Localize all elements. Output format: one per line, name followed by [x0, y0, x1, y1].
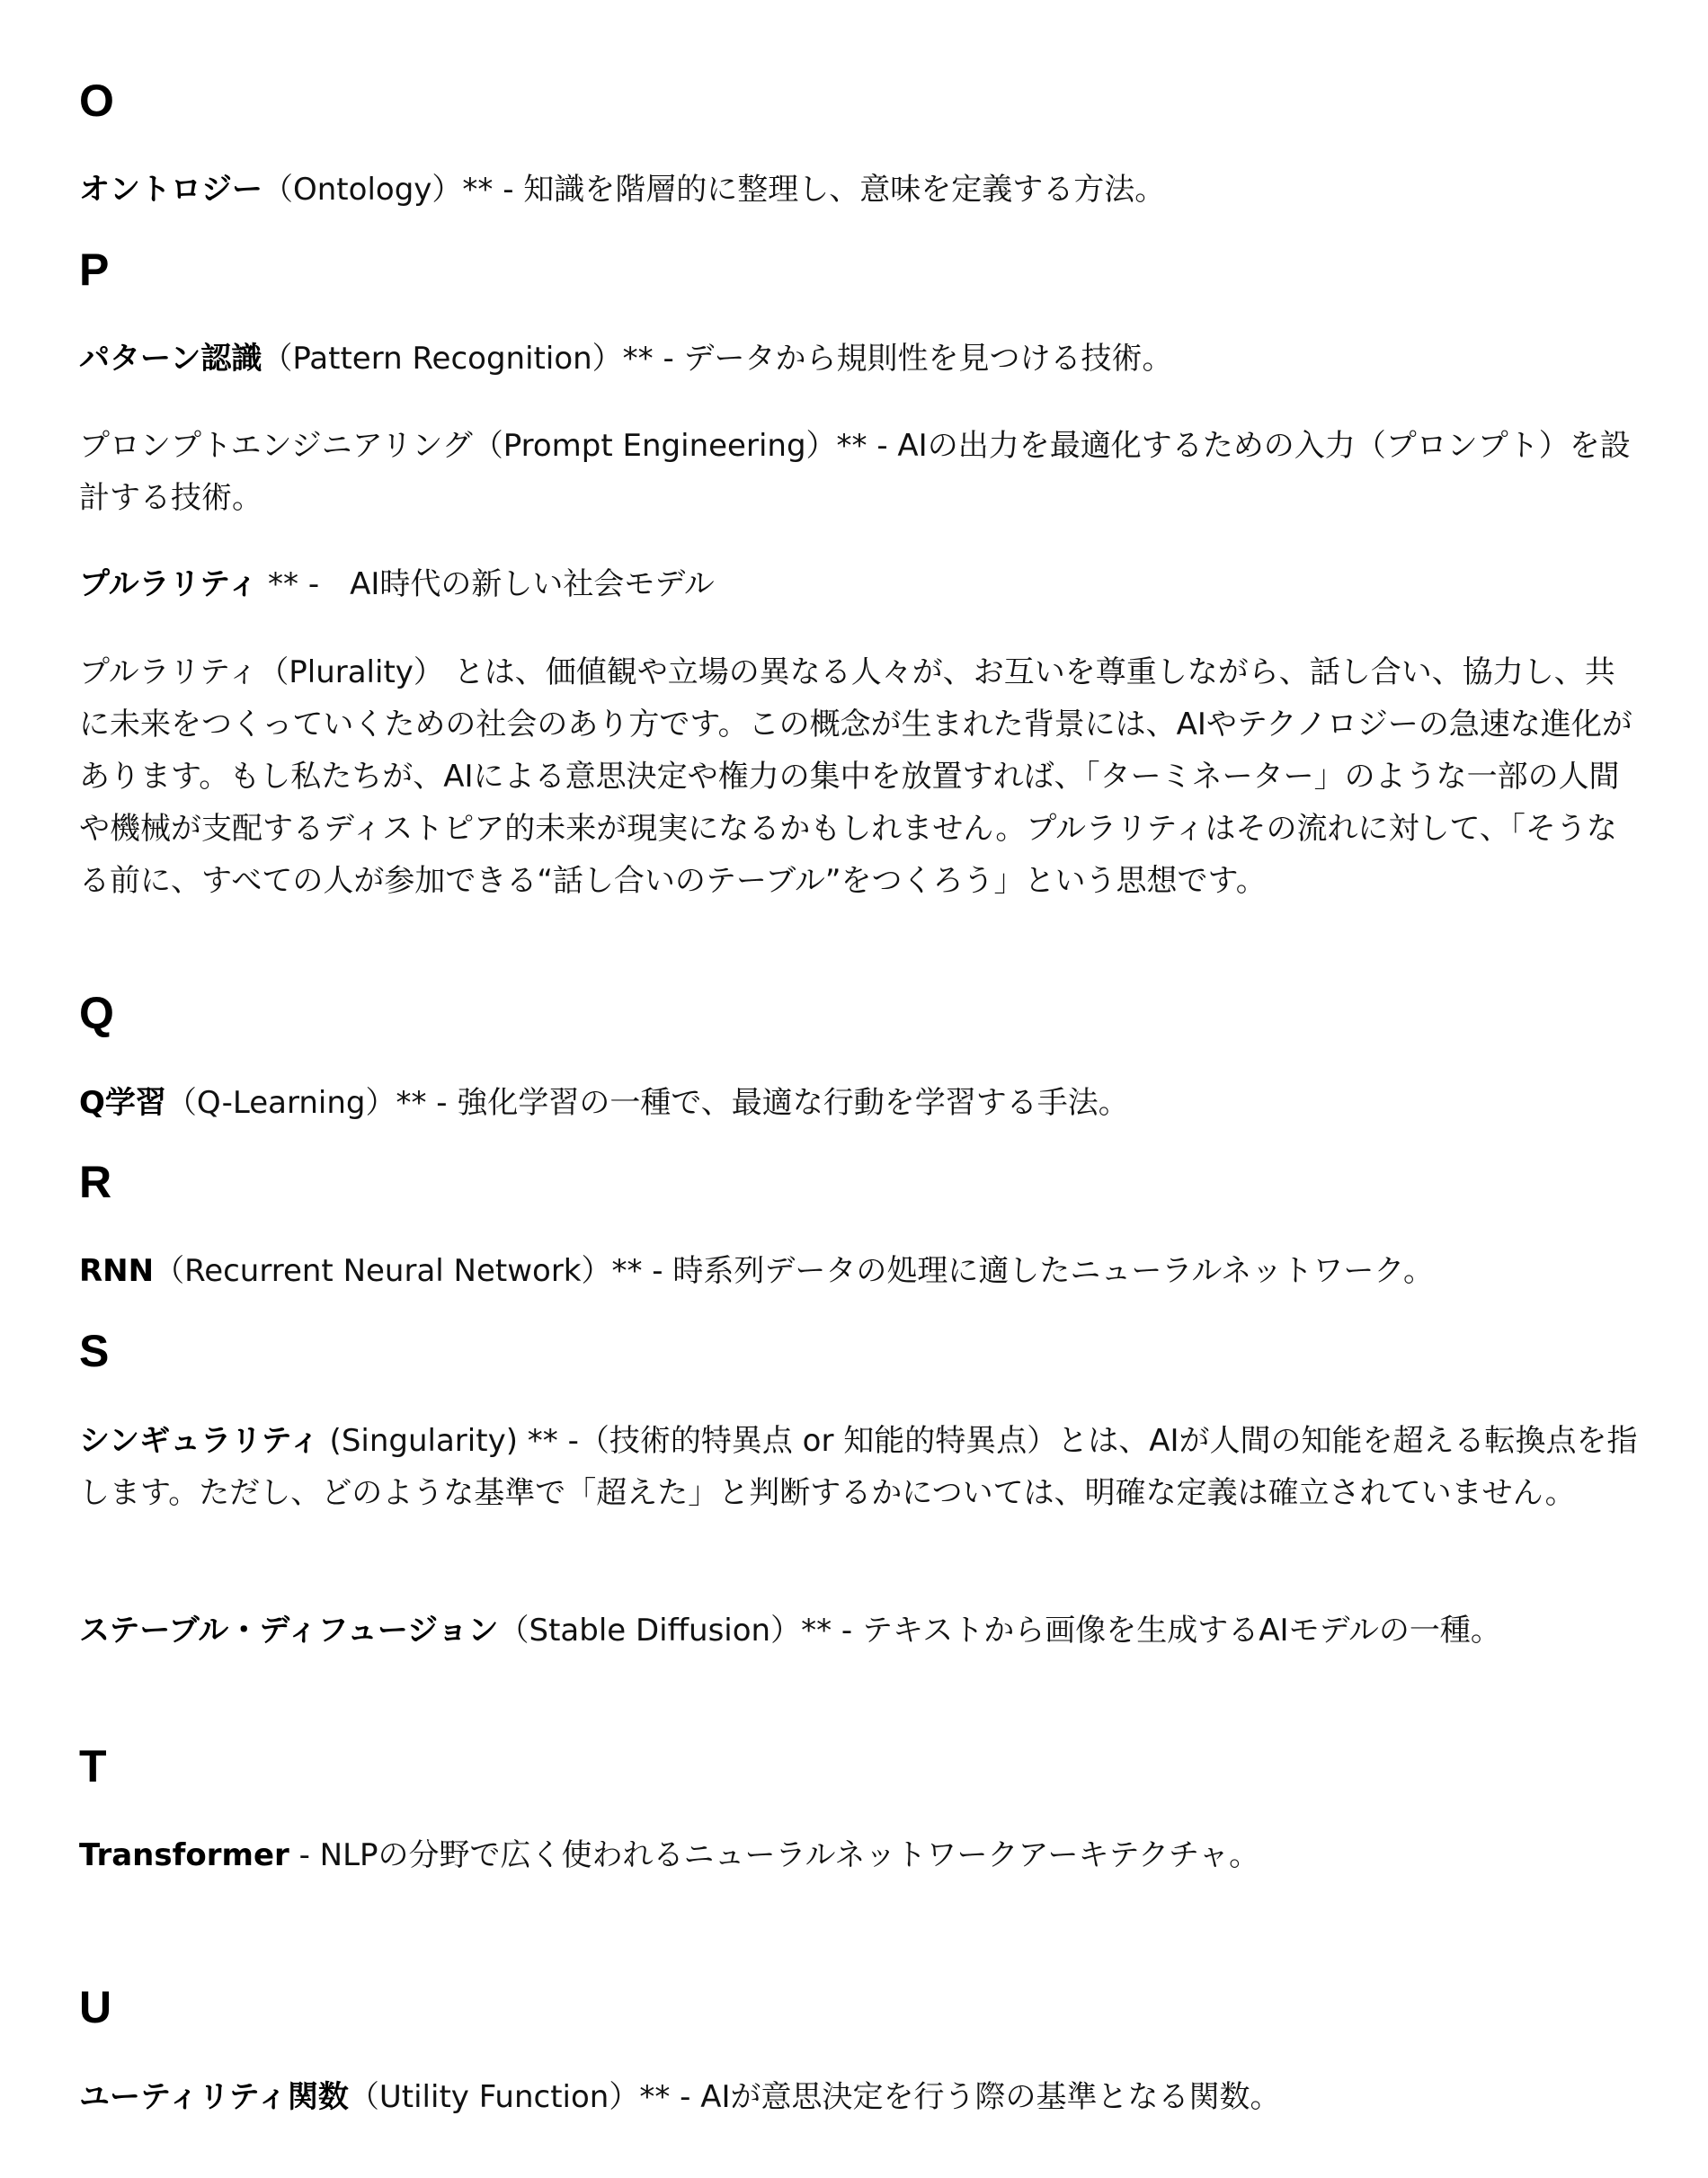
- glossary-entry: [79, 1605, 1643, 1657]
- entry-term: ステーブル・ディフュージョン: [79, 1613, 499, 1649]
- entry-term: RNN: [79, 1253, 155, 1289]
- glossary-paragraph: プルラリティ（Plurality） とは、価値観や立場の異なる人々が、お互いを尊重しながら、話し合い、協力し、共に未来をつくっていくための社会のあり方です。この概念が生まれた背景には、AIやテクノロジーの急速な進化があります。もし私たちが、AIによる意思決定や権力の集中を放置すれば、「ターミネーター」のような一部の人間や機械が支配するディストピア的未来が現実になるかもしれません。プルラリティはその流れに対して、「そうなる前に、すべての人が参加できる“話し合いのテーブル”をつくろう」という思想です。: [79, 654, 1632, 899]
- section-heading-t: T: [79, 1741, 107, 1791]
- section-heading-s: S: [79, 1326, 110, 1376]
- glossary-entry: [79, 333, 1643, 385]
- entry-definition: （Pattern Recognition）** - データから規則性を見つける技術。: [262, 341, 1173, 377]
- glossary-entry: [79, 164, 1643, 216]
- glossary-entry: [79, 1077, 1643, 1129]
- entry-term: ユーティリティ関数: [79, 2079, 349, 2115]
- entry-definition: （Ontology）** - 知識を階層的に整理し、意味を定義する方法。: [262, 172, 1166, 208]
- entry-term: Transformer: [79, 1837, 289, 1873]
- entry-definition: - NLPの分野で広く使われるニューラルネットワークアーキテクチャ。: [289, 1837, 1260, 1873]
- entry-term: オントロジー: [79, 172, 262, 208]
- entry-definition: プロンプトエンジニアリング（Prompt Engineering）** - AIの出力を最適化するための入力（プロンプト）を設計する技術。: [79, 428, 1631, 516]
- section-heading-u: U: [79, 1982, 112, 2032]
- entry-definition: （Stable Diffusion）** - テキストから画像を生成するAIモデルの一種。: [498, 1613, 1501, 1649]
- section-heading-p: P: [79, 244, 110, 295]
- section-heading-q: Q: [79, 988, 114, 1038]
- section-heading-r: R: [79, 1157, 112, 1207]
- entry-definition: （Q-Learning）** - 強化学習の一種で、最適な行動を学習する手法。: [165, 1085, 1129, 1121]
- glossary-entry: [79, 1245, 1643, 1297]
- entry-definition: （Recurrent Neural Network）** - 時系列データの処理に適したニューラルネットワーク。: [154, 1253, 1434, 1289]
- glossary-entry: [79, 1415, 1643, 1519]
- entry-term: パターン認識: [79, 341, 262, 377]
- entry-term: Q学習: [79, 1085, 166, 1121]
- entry-term: シンギュラリティ: [79, 1423, 320, 1459]
- glossary-entry: [79, 558, 1643, 610]
- glossary-entry: [79, 420, 1643, 524]
- entry-term: プルラリティ: [79, 566, 259, 602]
- entry-definition: ** - AI時代の新しい社会モデル: [258, 566, 715, 602]
- glossary-entry: [79, 1829, 1643, 1881]
- entry-definition: （Utility Function）** - AIが意思決定を行う際の基準となる関数。: [348, 2079, 1281, 2115]
- glossary-entry: [79, 2071, 1643, 2123]
- entry-definition: (Singularity) ** -（技術的特異点 or 知能的特異点）とは、AIが人間の知能を超える転換点を指します。ただし、どのような基準で「超えた」と判断するかについては、明確な定義は確立されていません。: [79, 1423, 1638, 1511]
- section-heading-o: O: [79, 76, 114, 126]
